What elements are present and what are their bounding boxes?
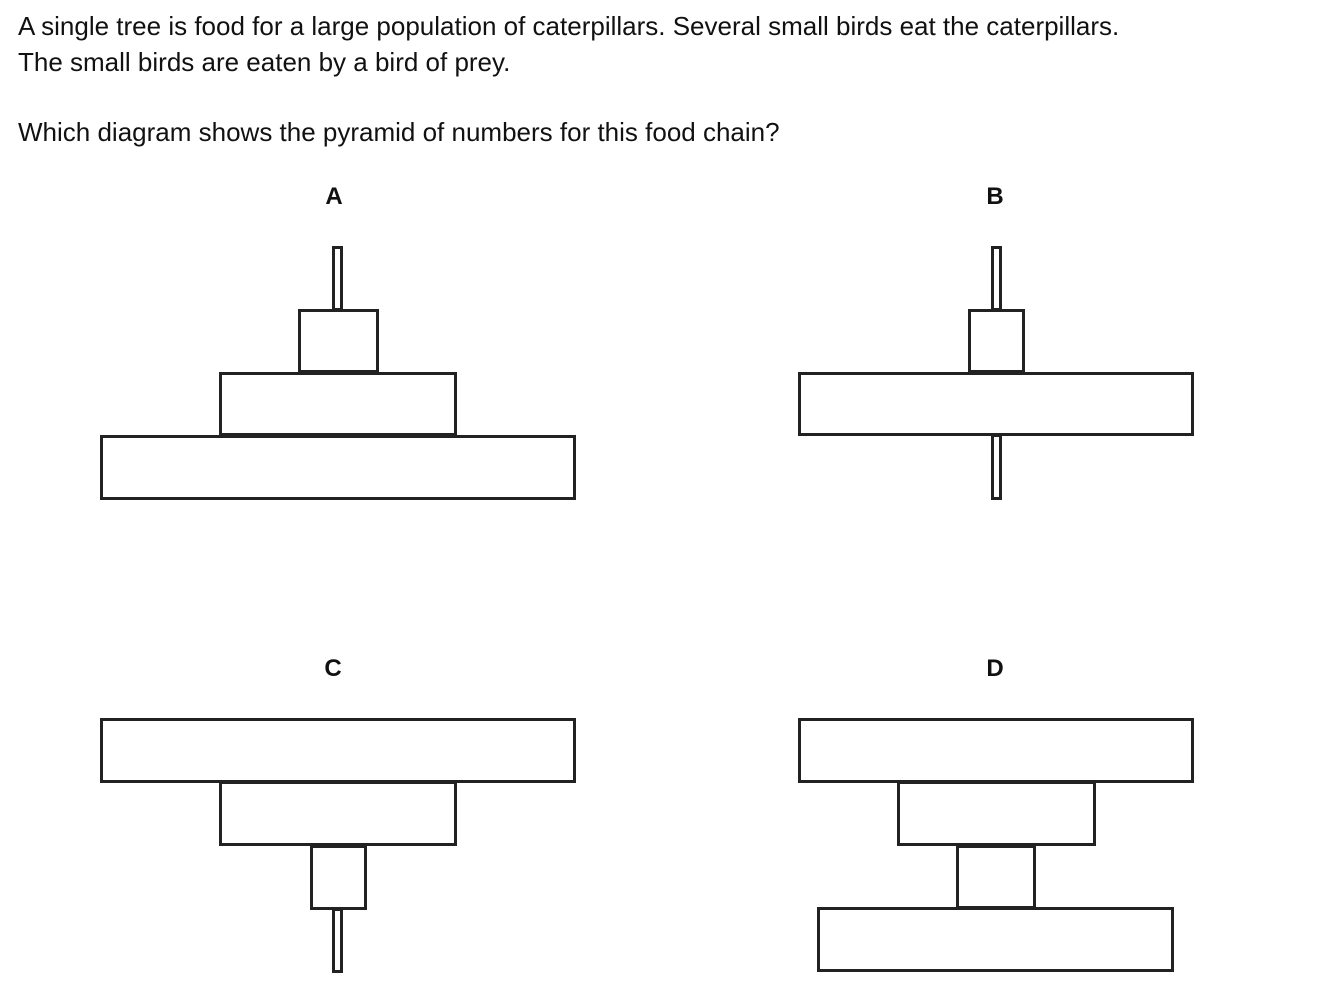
pyramid-a-level-4-bar — [332, 246, 343, 311]
option-b-label: B — [986, 183, 1004, 210]
question-text-line-2: The small birds are eaten by a bird of prey. — [18, 47, 511, 77]
pyramid-c-level-2-bar — [219, 781, 457, 846]
pyramid-b-level-1-bar — [991, 434, 1002, 500]
pyramid-d-level-2-bar — [897, 781, 1096, 846]
pyramid-d-level-1-bar — [798, 718, 1194, 783]
option-a-label: A — [325, 183, 343, 210]
pyramid-a-level-1-bar — [100, 435, 576, 500]
pyramid-c-level-4-bar — [332, 908, 343, 973]
pyramid-d-level-4-bar — [817, 907, 1174, 972]
option-d-label: D — [986, 655, 1004, 682]
question-prompt: Which diagram shows the pyramid of numbers for this food chain? — [18, 117, 780, 147]
pyramid-d-level-3-bar — [956, 845, 1036, 909]
pyramid-b-level-3-bar — [968, 309, 1025, 373]
pyramid-c-level-1-bar — [100, 718, 576, 783]
option-c-label: C — [324, 655, 342, 682]
pyramid-b-level-2-bar — [798, 372, 1194, 436]
pyramid-b-level-4-bar — [991, 246, 1002, 311]
pyramid-a-level-2-bar — [219, 372, 457, 436]
question-text-line-1: A single tree is food for a large population of caterpillars. Several small birds eat the caterpillars. — [18, 11, 1120, 41]
pyramid-c-level-3-bar — [310, 845, 367, 910]
pyramid-a-level-3-bar — [298, 309, 379, 373]
